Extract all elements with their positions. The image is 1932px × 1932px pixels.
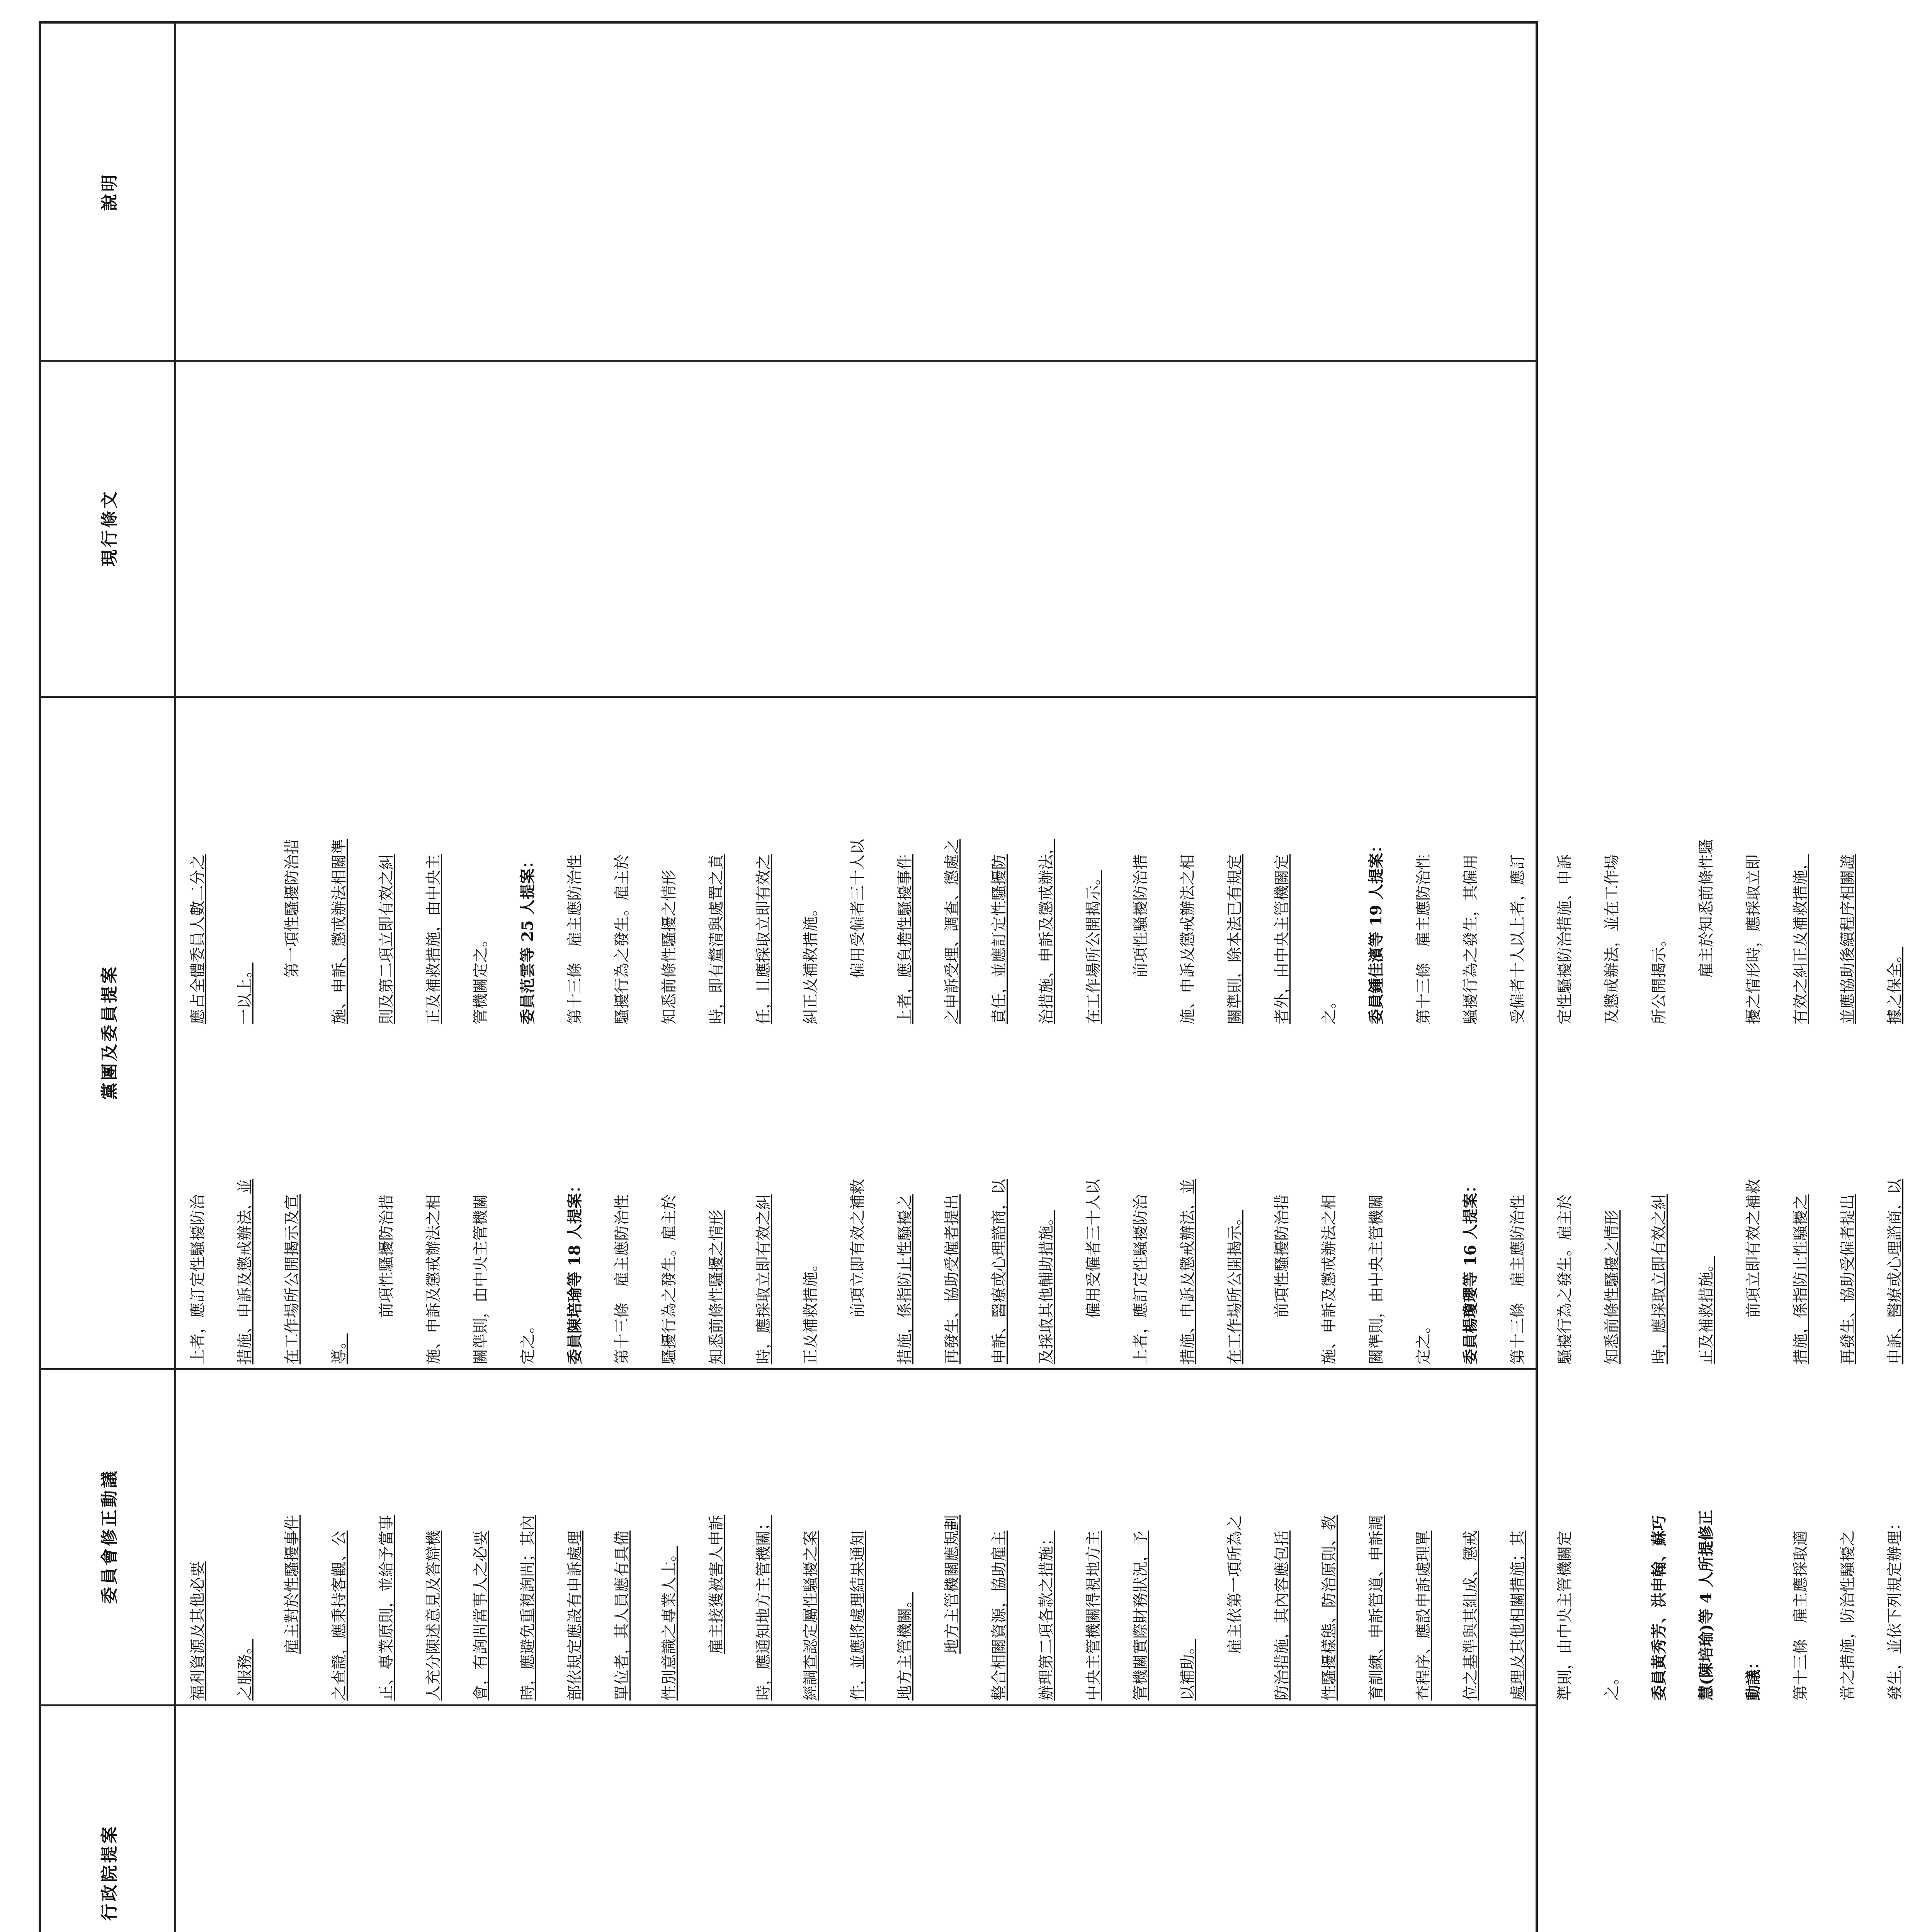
text-line: 及懲戒辦法，並在工作場: [1603, 854, 1621, 1024]
text-line: 並應協助後續程序相關證: [1839, 854, 1857, 1024]
text-line: 之。: [1603, 1670, 1621, 1701]
text-line: 之。: [1320, 993, 1338, 1024]
amendment-motions-col: [174, 1372, 1932, 1701]
text-line: 時，即有釐清與處置之責: [707, 854, 725, 1024]
motion-title: 委員黃秀芳、洪申翰、蘇巧: [1650, 1515, 1668, 1701]
text-line: 施、申訴、懲戒辦法相關準: [330, 839, 348, 1024]
proposal-title: 委員楊瓊瓔等 16 人提案：: [1461, 1177, 1480, 1364]
text-line: 時，應採取立即有效之糾: [755, 1194, 772, 1364]
text-line: 地方主管機關。: [896, 1592, 914, 1701]
text-line: 關準則，由中央主管機關: [472, 1194, 490, 1364]
text-line: 地方主管機關應規劃: [943, 1515, 961, 1654]
text-line: 上者，應訂定性騷擾防治: [189, 1194, 207, 1364]
text-line: 正及補救措施。: [802, 1256, 820, 1364]
text-line: 知悉前條性騷擾之情形: [707, 1210, 725, 1364]
header-explanation: 說明: [99, 172, 119, 211]
caucus-proposals-cell: [174, 696, 1904, 1368]
header-executive-proposal-cell: [41, 1704, 174, 1932]
text-line: 經調查認定屬性騷擾之案: [802, 1531, 820, 1701]
text-line: 防治措施，其內容應包括: [1273, 1531, 1291, 1701]
text-line: 及採取其他輔助措施。: [1037, 1210, 1055, 1364]
text-line: 申訴、醫療或心理諮商，以: [990, 1179, 1008, 1364]
text-line: [1918, 1372, 1932, 1701]
text-line: 正及補救措施。: [1697, 1256, 1715, 1364]
text-line: 前項性騷擾防治措: [378, 1194, 395, 1318]
header-explanation-cell: [41, 24, 174, 360]
header-current-text-cell: [41, 360, 174, 696]
column-divider: [174, 24, 176, 1932]
text-line: 上者，應負擔性騷擾事件: [896, 854, 914, 1024]
text-line: 中央主管機關得視地方主: [1085, 1531, 1102, 1701]
text-line: 者外，由中央主管機關定: [1273, 854, 1291, 1024]
text-line: 騷擾行為之發生，其僱用: [1462, 854, 1480, 1024]
text-line: 關準則，由中央主管機關: [1367, 1194, 1385, 1364]
text-line: 受僱者十人以上者，應訂: [1509, 854, 1527, 1024]
text-line: 在工作場所公開揭示。: [1226, 1210, 1244, 1364]
text-line: 之申訴受理、調查、懲處之: [943, 839, 961, 1024]
text-line: 在工作場所公開揭示及宣: [283, 1194, 301, 1364]
text-line: 定之。: [1415, 1318, 1432, 1364]
text-line: 辦理第二項各款之措施；: [1037, 1531, 1055, 1701]
text-line: 騷擾行為之發生。雇主於: [1556, 1194, 1574, 1364]
text-line: 發生，並依下列規定辦理：: [1886, 1515, 1904, 1701]
text-line: 知悉前條性騷擾之情形: [660, 870, 678, 1024]
text-line: 人充分陳述意見及答辯機: [425, 1531, 442, 1701]
text-line: 據之保全。: [1886, 947, 1904, 1024]
text-line: 再發生、協助受僱者提出: [943, 1194, 961, 1364]
header-amendment-motions: 委員會修正動議: [99, 1469, 119, 1604]
text-line: 時，應採取立即有效之糾: [1650, 1194, 1668, 1364]
text-line: 在工作場所公開揭示。: [1085, 870, 1102, 1024]
text-line: 知悉前條性騷擾之情形: [1603, 1210, 1621, 1364]
text-line: 第十三條 雇主應防治性: [566, 854, 584, 1024]
text-line: 定之。: [519, 1318, 537, 1364]
text-line: 關準則，除本法已有規定: [1226, 854, 1244, 1024]
text-line: 第十三條 雇主應防治性: [1509, 1194, 1527, 1364]
amendment-motions-cell: [174, 1368, 1904, 1704]
text-line: 性騷擾樣態、防治原則、教: [1320, 1515, 1338, 1701]
text-line: 糾正及補救措施。: [802, 901, 820, 1024]
motion-title: 慧(陳培瑜)等 4 人所提修正: [1697, 1510, 1715, 1701]
text-line: 時，應避免重複詢問；其內: [519, 1515, 537, 1701]
text-line: 僱用受僱者三十人以: [1085, 1179, 1102, 1318]
text-line: 定性騷擾防治措施、申訴: [1556, 854, 1574, 1024]
header-executive-proposal: 行政院提案: [99, 1824, 119, 1921]
text-line: [1918, 1032, 1932, 1364]
text-line: 則及第二項立即有效之糾: [378, 854, 395, 1024]
explanation-cell: [174, 24, 1536, 360]
text-line: 第十三條 雇主應防治性: [613, 1194, 631, 1364]
text-line: 部依規定應設有申訴處理: [566, 1531, 584, 1701]
text-line: 性別意識之專業人士。: [660, 1546, 678, 1701]
text-line: 施、申訴及懲戒辦法之相: [1179, 854, 1197, 1024]
text-line: 之服務。: [236, 1639, 254, 1701]
text-line: 處理及其他相關措施；其: [1509, 1531, 1527, 1701]
text-line: 任，且應採取立即有效之: [755, 854, 772, 1024]
proposal-title: 委員范雲等 25 人提案：: [519, 853, 537, 1024]
text-line: 責任，並應訂定性騷擾防: [990, 854, 1008, 1024]
text-line: 騷擾行為之發生。雇主於: [613, 854, 631, 1024]
motion-title: 動議：: [1744, 1654, 1762, 1701]
text-line: 育訓練、申訴管道、申訴調: [1367, 1515, 1385, 1701]
text-line: 申訴、醫療或心理諮商，以: [1886, 1179, 1904, 1364]
text-line: 第十三條 雇主應採取適: [1792, 1531, 1810, 1701]
text-line: 件，並應將處理結果通知: [849, 1531, 867, 1701]
text-line: 正、專業原則，並給予當事: [378, 1515, 395, 1701]
text-line: 查程序、應設申訴處理單: [1415, 1531, 1432, 1701]
text-line: 之查證，應秉持客觀、公: [330, 1531, 348, 1701]
text-line: 位之基準與其組成、懲戒: [1462, 1531, 1480, 1701]
text-line: 騷擾行為之發生。雇主於: [660, 1194, 678, 1364]
text-line: 單位者，其人員應有具備: [613, 1531, 631, 1701]
text-line: 正及補救措施，由中央主: [425, 854, 442, 1024]
text-line: 措施，係指防止性騷擾之: [896, 1194, 914, 1364]
text-line: 管機關定之。: [472, 932, 490, 1024]
text-line: 前項立即有效之補救: [1745, 1179, 1762, 1318]
text-line: 當之措施，防治性騷擾之: [1839, 1531, 1857, 1701]
text-line: 整合相關資源，協助雇主: [990, 1531, 1008, 1701]
executive-proposal-cell: [174, 1704, 1536, 1932]
text-line: [1918, 700, 1932, 1024]
text-line: 管機關實際財務狀況，予: [1132, 1531, 1150, 1701]
text-line: 措施、申訴及懲戒辦法，並: [1179, 1179, 1197, 1364]
proposal-title: 委員鍾佳濱等 19 人提案：: [1367, 837, 1385, 1024]
text-line: 第十三條 雇主應防治性: [1415, 854, 1432, 1024]
text-line: 措施，係指防止性騷擾之: [1792, 1194, 1810, 1364]
text-line: 僱用受僱者三十人以: [849, 839, 867, 978]
text-line: 以補助。: [1179, 1639, 1197, 1701]
text-line: 有效之糾正及補救措施，: [1792, 854, 1810, 1024]
caucus-proposals-col1: [174, 1032, 1932, 1364]
text-line: 第一項性騷擾防治措: [283, 839, 301, 978]
text-line: 應占全體委員人數二分之: [189, 854, 207, 1024]
text-line: 準則，由中央主管機關定: [1556, 1531, 1574, 1701]
text-line: 施、申訴及懲戒辦法之相: [1320, 1194, 1338, 1364]
text-line: 雇主依第一項所為之: [1226, 1515, 1244, 1654]
caucus-proposals-col2: [174, 700, 1932, 1024]
current-text-cell: [174, 360, 1536, 696]
text-line: 前項立即有效之補救: [849, 1179, 867, 1318]
text-line: 時，應通知地方主管機關；: [755, 1515, 772, 1701]
text-line: 再發生、協助受僱者提出: [1839, 1194, 1857, 1364]
text-line: 所公開揭示。: [1650, 932, 1668, 1024]
header-amendment-motions-cell: [41, 1368, 174, 1704]
text-line: 施、申訴及懲戒辦法之相: [425, 1194, 442, 1364]
document-table: [39, 21, 1904, 1932]
text-line: 導。: [330, 1333, 348, 1364]
text-line: 雇主於知悉前條性騷: [1697, 839, 1715, 978]
text-line: 雇主接獲被害人申訴: [707, 1515, 725, 1654]
text-line: 雇主對於性騷擾事件: [283, 1515, 301, 1654]
text-line: 擾之情形時，應採取立即: [1745, 854, 1762, 1024]
text-line: 福利資源及其他必要: [189, 1561, 207, 1701]
header-caucus-proposals-cell: [41, 696, 174, 1368]
text-line: 一以上。: [236, 963, 254, 1024]
text-line: 治措施、申訴及懲戒辦法，: [1037, 839, 1055, 1024]
text-line: 前項性騷擾防治措: [1273, 1194, 1291, 1318]
text-line: 上者，應訂定性騷擾防治: [1132, 1194, 1150, 1364]
text-line: 會，有詢問當事人之必要: [472, 1531, 490, 1701]
text-line: 前項性騷擾防治措: [1132, 854, 1150, 978]
header-caucus-proposals: 黨團及委員提案: [99, 964, 119, 1100]
proposal-title: 委員陳培瑜等 18 人提案：: [566, 1177, 584, 1364]
text-line: 措施、申訴及懲戒辦法，並: [236, 1179, 254, 1364]
header-current-text: 現行條文: [99, 489, 119, 566]
